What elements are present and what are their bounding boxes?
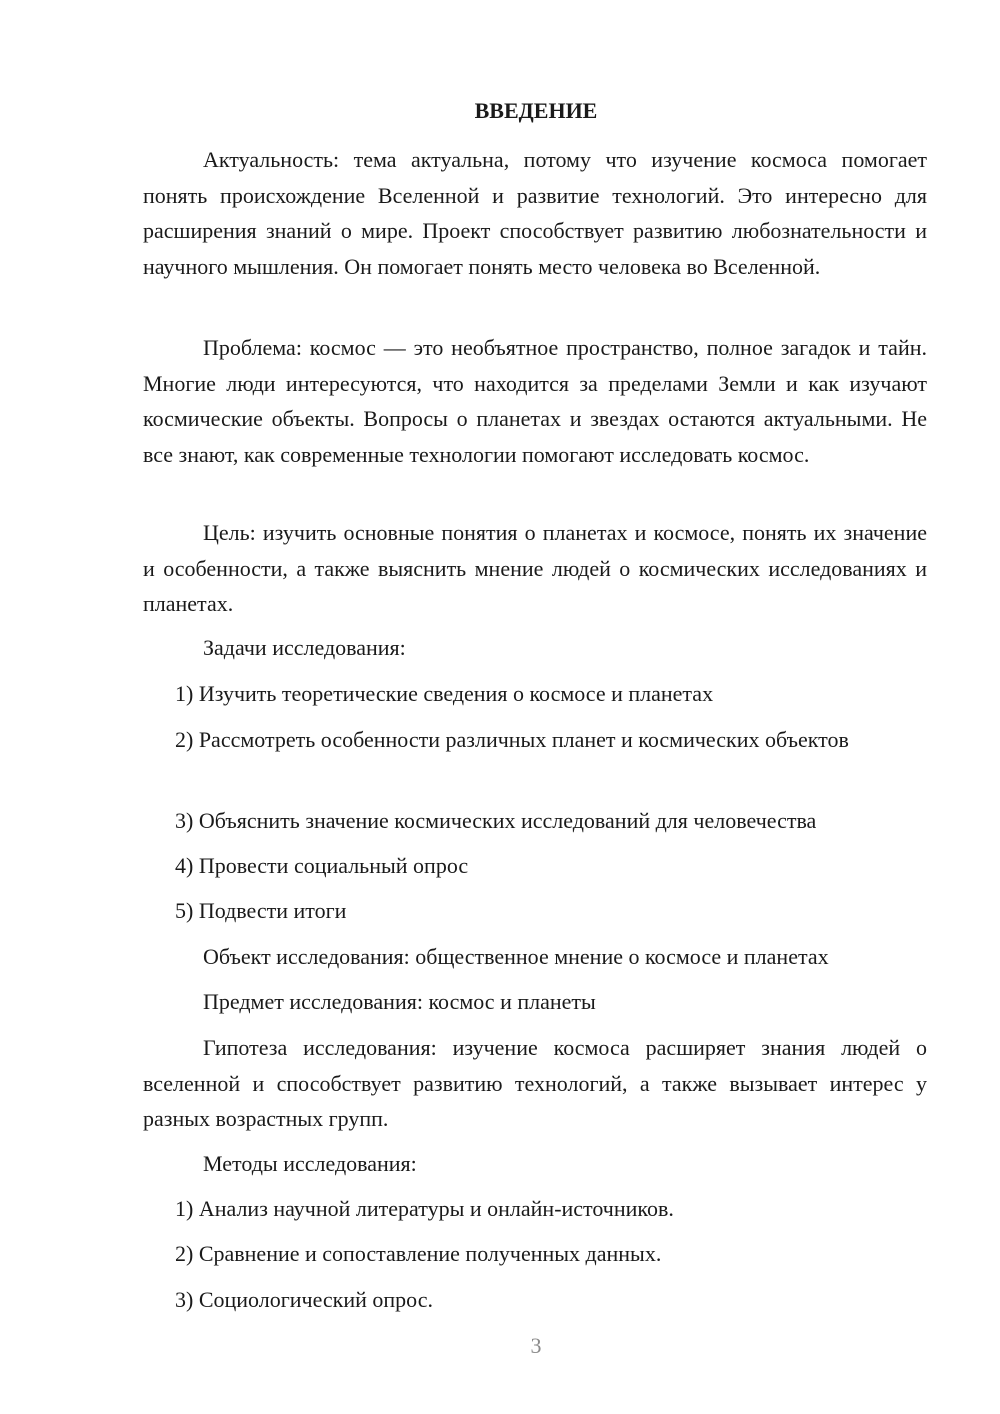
method-item: 1) Анализ научной литературы и онлайн-источников.	[175, 1196, 674, 1221]
methods-heading: Методы исследования:	[203, 1151, 417, 1176]
method-item: 2) Сравнение и сопоставление полученных данных.	[175, 1241, 662, 1266]
method-item: 3) Социологический опрос.	[175, 1287, 433, 1312]
task-item: 3) Объяснить значение космических исследований для человечества	[175, 808, 817, 833]
section-heading: ВВЕДЕНИЕ	[474, 98, 598, 123]
page-number: 3	[530, 1333, 542, 1358]
hypothesis-paragraph: Гипотеза исследования: изучение космоса расширяет знания людей о вселенной и способствует развитию технологий, а также вызывает интерес у разных возрастных групп.	[143, 1035, 927, 1131]
relevance-paragraph: Актуальность: тема актуальна, потому что изучение космоса помогает понять происхождение Вселенной и развитие технологий. Это интересно для расширения знаний о мире. Проект способствует развитию любознательности и научного мышления. Он помогает понять место человека во Вселенной.	[143, 147, 927, 279]
task-item: 1) Изучить теоретические сведения о космосе и планетах	[175, 681, 714, 706]
task-item: 2) Рассмотреть особенности различных планет и космических объектов	[175, 727, 849, 752]
goal-paragraph: Цель: изучить основные понятия о планетах и космосе, понять их значение и особенности, а также выяснить мнение людей о космических исследованиях и планетах.	[143, 520, 927, 616]
subject-paragraph: Предмет исследования: космос и планеты	[203, 989, 596, 1014]
task-item: 4) Провести социальный опрос	[175, 853, 469, 878]
object-paragraph: Объект исследования: общественное мнение о космосе и планетах	[203, 944, 829, 969]
task-item: 5) Подвести итоги	[175, 898, 347, 923]
problem-paragraph: Проблема: космос — это необъятное пространство, полное загадок и тайн. Многие люди интересуются, что находится за пределами Земли и как изучают космические объекты. Вопросы о планетах и звездах остаются актуальными. Не все знают, как современные технологии помогают исследовать космос.	[143, 335, 927, 467]
tasks-heading: Задачи исследования:	[203, 635, 406, 660]
